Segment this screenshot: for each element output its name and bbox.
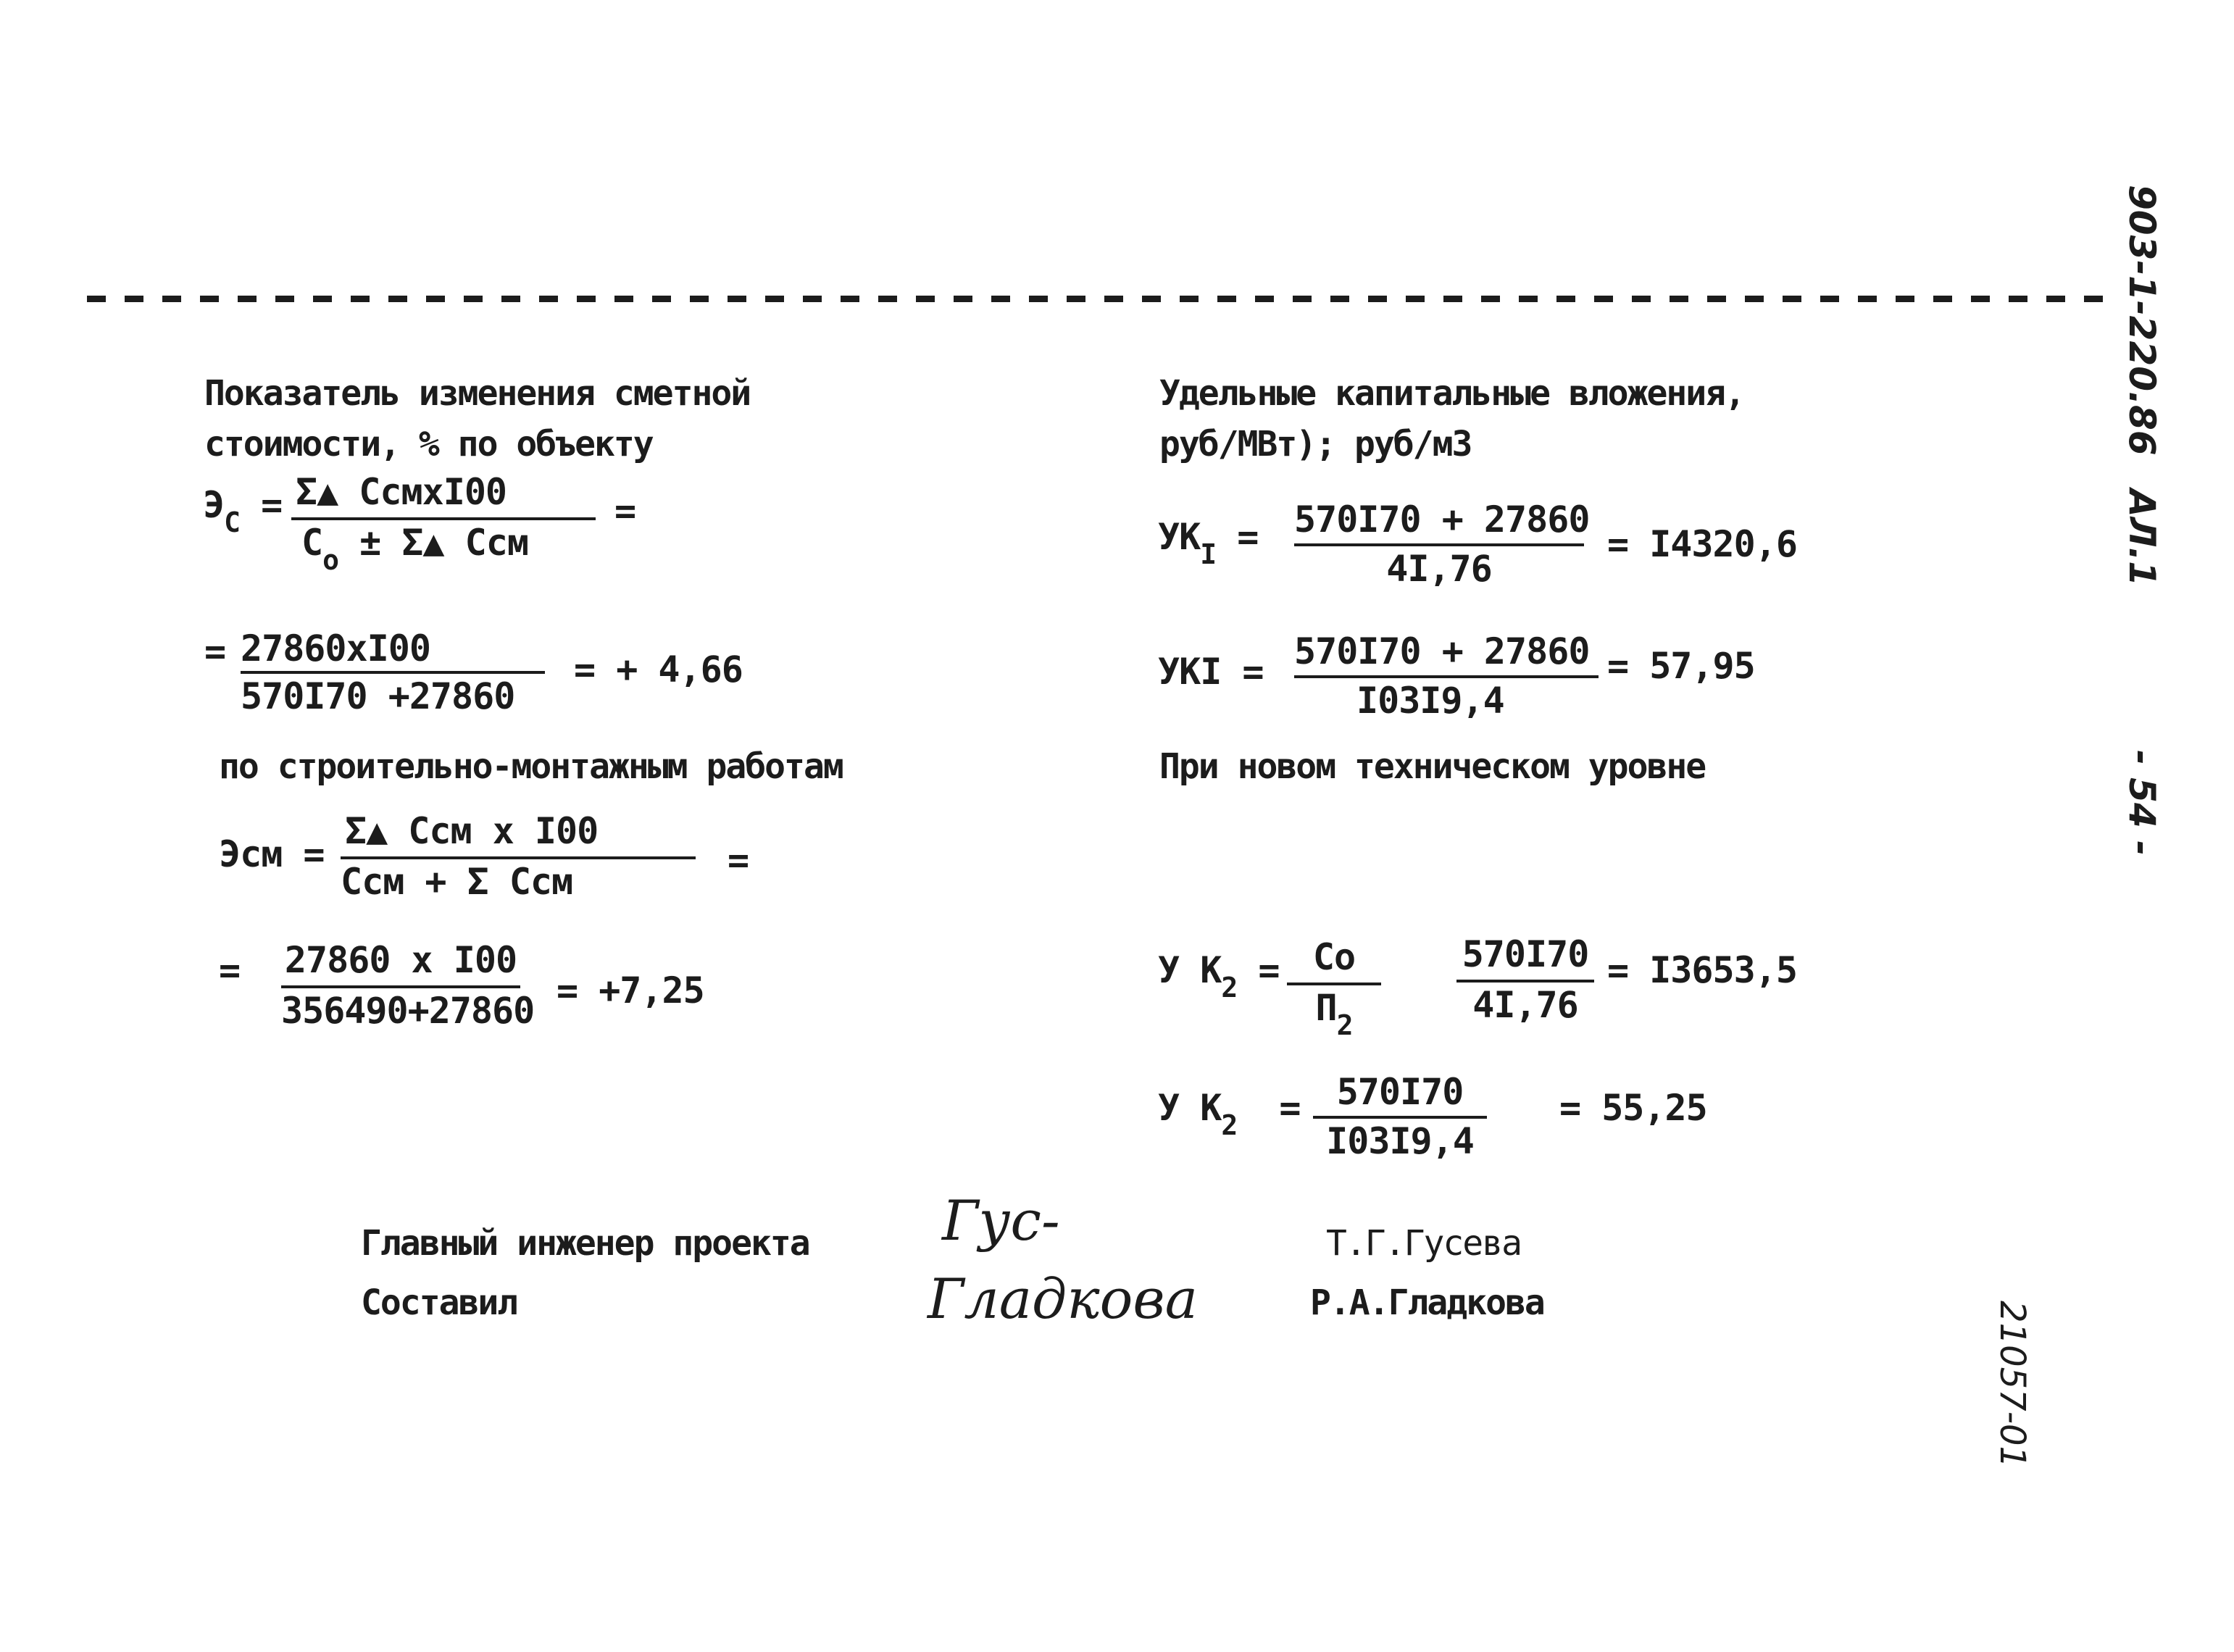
doc-code: 903-1-220.86 [2121, 185, 2163, 456]
formula-uki-fraction [1294, 630, 1599, 725]
formula-ecm-result: = +7,25 [557, 969, 704, 1011]
fraction-bar [241, 671, 545, 674]
formula-ecm-calc-denominator: 356490+27860 [281, 990, 535, 1032]
formula-ecm-denominator: Ссм + Σ Ссм [341, 861, 573, 903]
formula-uk2-symbolic-numerator: Со [1312, 936, 1356, 978]
formula-uk2-numeric-numerator: 570I70 [1462, 933, 1589, 975]
formula-uk1-denominator: 4I,76 [1386, 548, 1492, 590]
formula-ecm-fraction [341, 810, 696, 904]
formula-ec-denominator: $С_о$ ± Σ▲ Ссм [301, 522, 528, 576]
handwritten-signature-2: Гладкова [928, 1267, 1198, 1331]
formula-ec-numerator: Σ▲ СсмхI00 [296, 471, 507, 513]
formula-uk2-alt-result: = 55,25 [1559, 1087, 1707, 1129]
formula-uk2-symbolic-denominator: $П_2$ [1315, 987, 1353, 1041]
formula-uk2-alt-fraction [1313, 1071, 1487, 1165]
fraction-bar [291, 517, 596, 520]
formula-ecm-tail: = [728, 839, 749, 881]
formula-uk2-numeric-denominator: 4I,76 [1472, 984, 1578, 1026]
fraction-bar [1313, 1116, 1487, 1119]
left-heading-line2: стоимости, % по объекту [204, 424, 653, 464]
formula-uk1-result: = I4320,6 [1607, 523, 1797, 565]
formula-ec-calc-fraction [241, 627, 545, 717]
formula-ecm-lhs: Эсм = [219, 833, 325, 875]
formula-uki-lhs: УКI = [1158, 651, 1264, 693]
fraction-bar [1294, 675, 1599, 678]
formula-ec-tail: = [614, 490, 636, 532]
fraction-bar [341, 856, 696, 859]
left-subheading: по строительно-монтажным работам [219, 746, 843, 787]
formula-ecm-numerator: Σ▲ Ссм х I00 [345, 810, 599, 852]
formula-uki-denominator: I03I9,4 [1356, 680, 1504, 722]
formula-ec-fraction [291, 471, 596, 576]
formula-uk2-alt-denominator: I03I9,4 [1326, 1120, 1474, 1162]
formula-uk2-lhs: У $К_2$ = [1158, 949, 1280, 1004]
formula-ec-calc-denominator: 570I70 +27860 [241, 675, 515, 717]
handwritten-signature-1: Гус- [942, 1188, 1060, 1253]
formula-uk1-lhs: $УК_I$ = [1158, 516, 1259, 570]
fraction-bar [1294, 543, 1584, 546]
formula-uk2-alt-lhs: У $К_2$ = [1158, 1087, 1301, 1141]
dashed-separator [87, 296, 2109, 302]
left-heading-line1: Показатель изменения сметной [204, 373, 751, 414]
formula-uk2-result: = I3653,5 [1607, 949, 1797, 991]
fraction-bar [281, 985, 520, 988]
formula-uk2-fraction-symbolic [1287, 936, 1381, 1041]
inventory-number: 21057-01 [1992, 1301, 2033, 1469]
formula-uki-result: = 57,95 [1607, 645, 1755, 687]
formula-uk1-numerator: 570I70 + 27860 [1294, 498, 1590, 541]
formula-uk2-fraction-numeric [1456, 933, 1594, 1027]
formula-ec-calc-numerator: 27860хI00 [241, 627, 430, 669]
name-chief-engineer: Т.Г.Гусева [1326, 1223, 1521, 1264]
formula-uki-numerator: 570I70 + 27860 [1294, 630, 1590, 672]
name-compiled-by: Р.А.Гладкова [1310, 1282, 1544, 1323]
right-subheading: При новом техническом уровне [1159, 746, 1706, 787]
role-compiled-by: Составил [361, 1282, 517, 1323]
formula-uk1-fraction [1294, 498, 1590, 593]
page-number: - 54 - [2121, 750, 2163, 856]
formula-uk2-alt-numerator: 570I70 [1336, 1071, 1464, 1113]
formula-ecm-calc-fraction [281, 939, 535, 1033]
role-chief-engineer: Главный инженер проекта [361, 1223, 809, 1264]
album-mark: АЛ.1 [2121, 489, 2163, 587]
fraction-bar [1287, 983, 1381, 985]
formula-ec-lhs: $Э_С$ = [203, 484, 283, 538]
formula-ec-calc-lead: = [204, 630, 226, 672]
formula-ec-result: = + 4,66 [574, 648, 743, 691]
formula-ecm-calc-lead: = [219, 949, 241, 991]
formula-ecm-calc-numerator: 27860 х I00 [284, 939, 517, 981]
right-heading-line1: Удельные капитальные вложения, [1159, 373, 1744, 414]
right-heading-line2: руб/МВт); руб/м3 [1159, 424, 1472, 464]
fraction-bar [1456, 980, 1594, 983]
